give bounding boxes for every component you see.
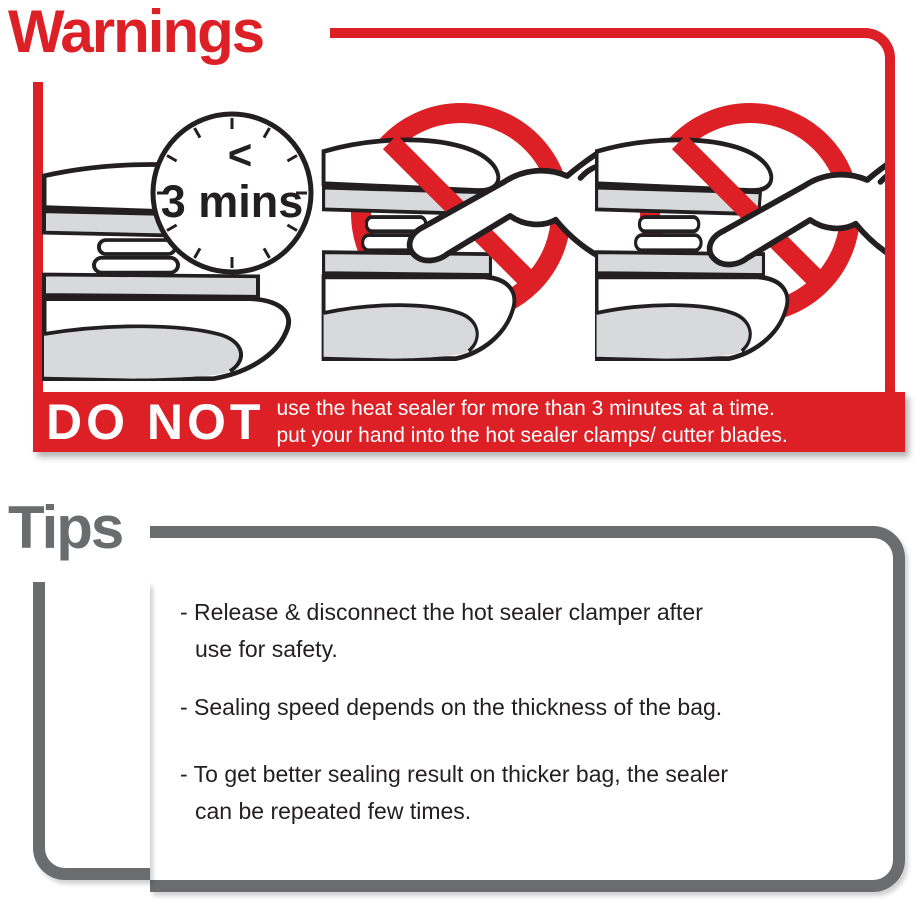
tip-item <box>180 756 800 830</box>
do-not-rule-2: put your hand into the hot sealer clamps/ cutter blades. <box>276 424 788 447</box>
tip-line: can be repeated few times. <box>195 798 472 824</box>
warnings-heading: Warnings <box>8 0 264 65</box>
sealer-timer-illustration <box>42 106 352 398</box>
tip-line: - To get better sealing result on thicker bag, the sealer <box>180 761 729 787</box>
tip-item <box>180 594 800 668</box>
do-not-label: DO NOT <box>46 394 265 450</box>
do-not-rules <box>276 395 787 449</box>
tips-box-left-border <box>33 582 150 880</box>
tip-line: - Sealing speed depends on the thickness of the bag. <box>180 694 723 720</box>
do-not-banner <box>33 392 905 452</box>
do-not-rule-1: use the heat sealer for more than 3 minutes at a time. <box>276 397 775 420</box>
no-hand-at-cutter-illustration <box>595 95 885 400</box>
tips-list <box>180 594 800 830</box>
tip-line: use for safety. <box>195 636 338 662</box>
less-than-sign: < <box>227 131 253 178</box>
tip-item <box>180 689 800 726</box>
timer-clock-icon <box>153 114 311 272</box>
tips-heading: Tips <box>8 494 123 561</box>
no-hand-in-clamps-illustration <box>320 95 595 400</box>
tip-line: - Release & disconnect the hot sealer clamper after <box>180 599 703 625</box>
clock-duration-label: 3 mins <box>160 176 304 227</box>
